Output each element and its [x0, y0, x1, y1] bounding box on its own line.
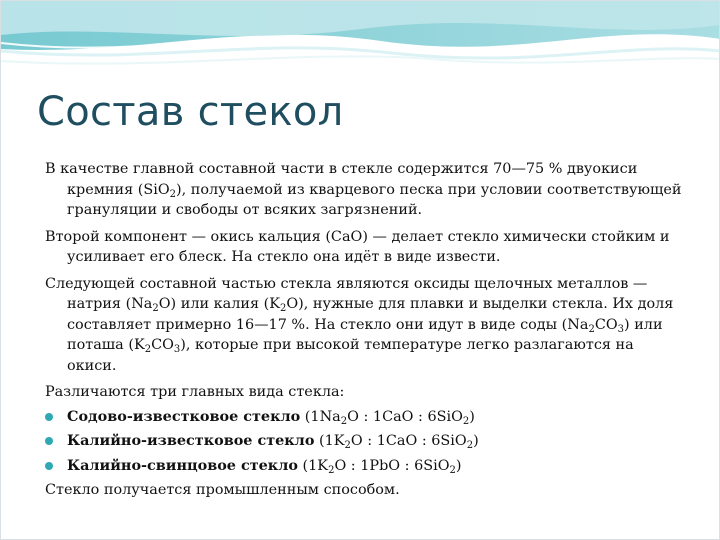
bullet-dot-icon — [45, 437, 53, 445]
text-run: Второй компонент — окись кальция (CaO) — делает стекло химически стойким и усиливает его блеск. На стекло она идёт в виде извести. — [45, 228, 670, 265]
subscript: 2 — [344, 440, 351, 451]
subscript: 2 — [466, 440, 474, 451]
text-run: ) — [473, 433, 479, 449]
list-item-glass-type — [45, 431, 687, 452]
text-run: O : 1PbO : 6SiO — [334, 457, 450, 474]
subscript: 2 — [449, 464, 456, 476]
wave-header-decoration — [1, 1, 720, 81]
text-run: ) — [455, 457, 462, 474]
list-item-glass-type — [45, 456, 687, 477]
paragraph-production — [45, 480, 687, 501]
subscript: 2 — [169, 188, 176, 200]
subscript: 2 — [462, 415, 470, 427]
text-run: CO — [151, 337, 174, 353]
text-run: ), которые при высокой температуре легко разлагаются на окиси. — [67, 337, 634, 374]
text-run: CO — [594, 316, 618, 333]
subscript: 2 — [588, 323, 595, 335]
text-run: O), нужные для плавки и выделки стекла. Их доля составляет примерно 16—17 %. На стекло они идут в виде соды (Na — [67, 296, 674, 333]
glass-type-name: Калийно-свинцовое стекло — [67, 456, 298, 474]
paragraph-calcium — [45, 227, 687, 268]
subscript: 3 — [173, 344, 181, 355]
glass-type-name: Калийно-известковое стекло — [67, 432, 315, 449]
text-run: Стекло получается промышленным способом. — [45, 482, 400, 498]
text-run: Различаются три главных вида стекла: — [45, 384, 345, 400]
paragraph-glass-types-intro — [45, 382, 687, 403]
slide-title: Состав стекол — [37, 89, 344, 135]
text-run: (1K — [314, 433, 345, 449]
paragraph-silica — [45, 159, 687, 221]
text-run: ) — [469, 408, 475, 425]
text-run: O) или калия (K — [158, 296, 280, 312]
text-run: ) или поташа (K — [67, 316, 663, 353]
subscript: 2 — [340, 415, 348, 427]
text-run: ), получаемой из кварцевого песка при условии соответствующей грануляции и свободы от всяких загрязнений. — [67, 181, 682, 218]
text-run: В качестве главной составной части в стекле содержится 70—75 % двуокиси кремния (SiO — [45, 161, 638, 198]
bullet-dot-icon — [45, 462, 53, 470]
text-run: (1Na — [300, 408, 341, 425]
bullet-dot-icon — [45, 413, 53, 421]
subscript: 2 — [144, 344, 152, 355]
glass-type-name: Содово-известковое стекло — [67, 407, 301, 425]
subscript: 3 — [617, 323, 625, 335]
subscript: 2 — [279, 303, 287, 314]
subscript: 2 — [328, 464, 335, 476]
list-item-glass-type — [45, 407, 687, 428]
text-run: O : 1CaO : 6SiO — [350, 433, 467, 449]
text-run: O : 1CaO : 6SiO — [347, 408, 463, 425]
text-run: (1K — [297, 457, 329, 474]
subscript: 2 — [152, 303, 159, 314]
text-run: Следующей составной частью стекла являются оксиды щелочных металлов — натрия (Na — [45, 275, 648, 312]
paragraph-alkali — [45, 274, 687, 377]
slide-body — [45, 159, 687, 507]
